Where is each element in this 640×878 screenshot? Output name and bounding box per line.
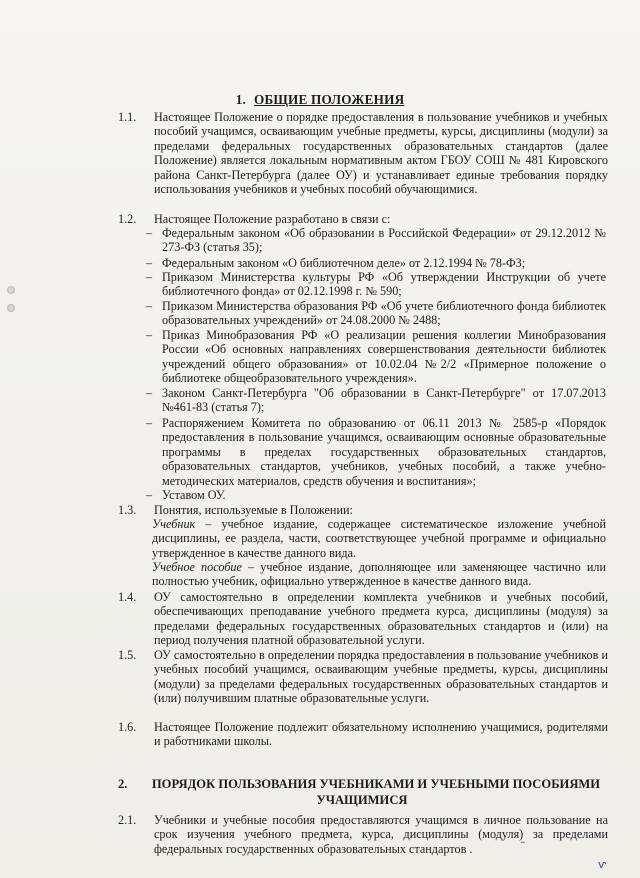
legal-basis-item: – Законом Санкт-Петербурга "Об образовании в Санкт-Петербурге" от 17.07.2013 №461-83 (статья 7); [146, 386, 606, 415]
binder-hole [7, 304, 15, 312]
clause-number: 1.2. [118, 212, 137, 226]
legal-basis-item: – Федеральным законом «Об образовании в Российской Федерации» от 29.12.2012 № 273-ФЗ (статья 35); [146, 226, 606, 255]
legal-basis-item: – Распоряжением Комитета по образованию от 06.11 2013 № 2585-р «Порядок предоставления в пользование учащимся, осваивающим основные образовательные программы в пределах государственных образовательных стандартов, образовательных стандартов, учебников, учебных пособий, а также учебно-методических материалов, средств обучения и воспитания»; [146, 416, 606, 488]
legal-basis-item: – Федеральным законом «О библиотечном деле» от 2.12.1994 № 78-ФЗ; [146, 256, 526, 270]
clause-number: 1.5. [118, 648, 137, 662]
clause-number: 1.1. [118, 110, 137, 124]
clause-number: 1.4. [118, 590, 137, 604]
definition-text: – учебное издание, дополняющее или заменяющее частично или полностью учебник, официально утвержденное в качестве данного вида. [152, 560, 606, 589]
section-2-heading [118, 776, 606, 808]
clause-text: ОУ самостоятельно в определении порядка предоставления в пользование учебников и учебных пособий учащимся, осваивающим учебные предметы, курсы, дисциплины (модули) за пределами федеральных государственных образовательных стандартов и (или) получившим платные образовательные услуги. [154, 648, 608, 706]
definition-term: Учебник [152, 517, 196, 531]
clause-text: ОУ самостоятельно в определении комплекта учебников и учебных пособий, обеспечивающих преподавание учебного предмета курса, дисциплины (модуля) за пределами федеральных государственных образовательных стандартов и (или) на период получения платной образовательной услуги. [154, 590, 608, 648]
definition-textbook [152, 517, 606, 560]
pen-mark: ˜ [520, 840, 526, 853]
section-title: ОБЩИЕ ПОЛОЖЕНИЯ [254, 92, 405, 107]
legal-basis-item: – Приказом Министерства образования РФ «Об учете библиотечного фонда библиотек образовательных учреждений» от 24.08.2000 № 2488; [146, 299, 606, 328]
clause-1-5 [118, 648, 608, 706]
clause-text: Настоящее Положение подлежит обязательному исполнению учащимися, родителями и работниками школы. [154, 720, 608, 749]
legal-basis-item: – Приказ Минобразования РФ «О реализации решения коллегии Минобразования России «Об основных направлениях совершенствования деятельности библиотек учреждений общего образования» от 10.02.04 №2/2 «Примерное положение о библиотеке общеобразовательного учреждения». [146, 328, 606, 386]
section-number: 1. [235, 92, 246, 107]
binder-hole [7, 286, 15, 294]
clause-text: Настоящее Положение разработано в связи с: [154, 212, 391, 226]
legal-basis-item: – Приказом Министерства культуры РФ «Об утверждении Инструкции об учете библиотечного фонда» от 02.12.1998 г. № 590; [146, 270, 606, 299]
definition-text: – учебное издание, содержащее систематическое изложение учебной дисциплины, ее раздела, части, соответствующее учебной программе и официально утвержденное в качестве данного вида. [152, 517, 606, 560]
legal-basis-item: – Уставом ОУ. [146, 488, 226, 502]
clause-text: Настоящее Положение о порядке предоставления в пользование учебников и учебных пособий учащимся, осваивающим учебные предметы, курсы, дисциплины (модули) за пределами федеральных государственных образовательных стандартов (далее Положение) является локальным нормативным актом ГБОУ СОШ № 481 Кировского района Санкт-Петербурга (далее ОУ) и устанавливает единые требования порядку использования учебников и учебных пособий обучающимися. [154, 110, 608, 197]
pen-tick-mark: ⱱ [598, 858, 607, 871]
clause-1-1 [118, 110, 608, 196]
section-number: 2. [118, 777, 128, 791]
clause-number: 1.3. [118, 503, 137, 517]
clause-text: Понятия, используемые в Положении: [154, 503, 353, 517]
clause-1-4 [118, 590, 608, 648]
definition-term: Учебное пособие [152, 560, 242, 574]
section-title-line: ПОРЯДОК ПОЛЬЗОВАНИЯ УЧЕБНИКАМИ И УЧЕБНЫМИ ПОСОБИЯМИ [151, 777, 601, 791]
clause-1-6 [118, 720, 608, 749]
section-1-heading [0, 93, 640, 107]
clause-2-1 [118, 813, 608, 856]
clause-1-2 [118, 212, 608, 226]
clause-1-3 [118, 503, 608, 517]
clause-number: 2.1. [118, 813, 137, 827]
definition-study-guide [152, 560, 606, 589]
clause-text: Учебники и учебные пособия предоставляются учащимся в личное пользование на срок изучения учебного предмета, курса, дисциплины (модуля) за пределами федеральных государственных образовательных стандартов . [154, 813, 608, 856]
section-title-line: УЧАЩИМИСЯ [316, 793, 408, 807]
clause-number: 1.6. [118, 720, 137, 734]
